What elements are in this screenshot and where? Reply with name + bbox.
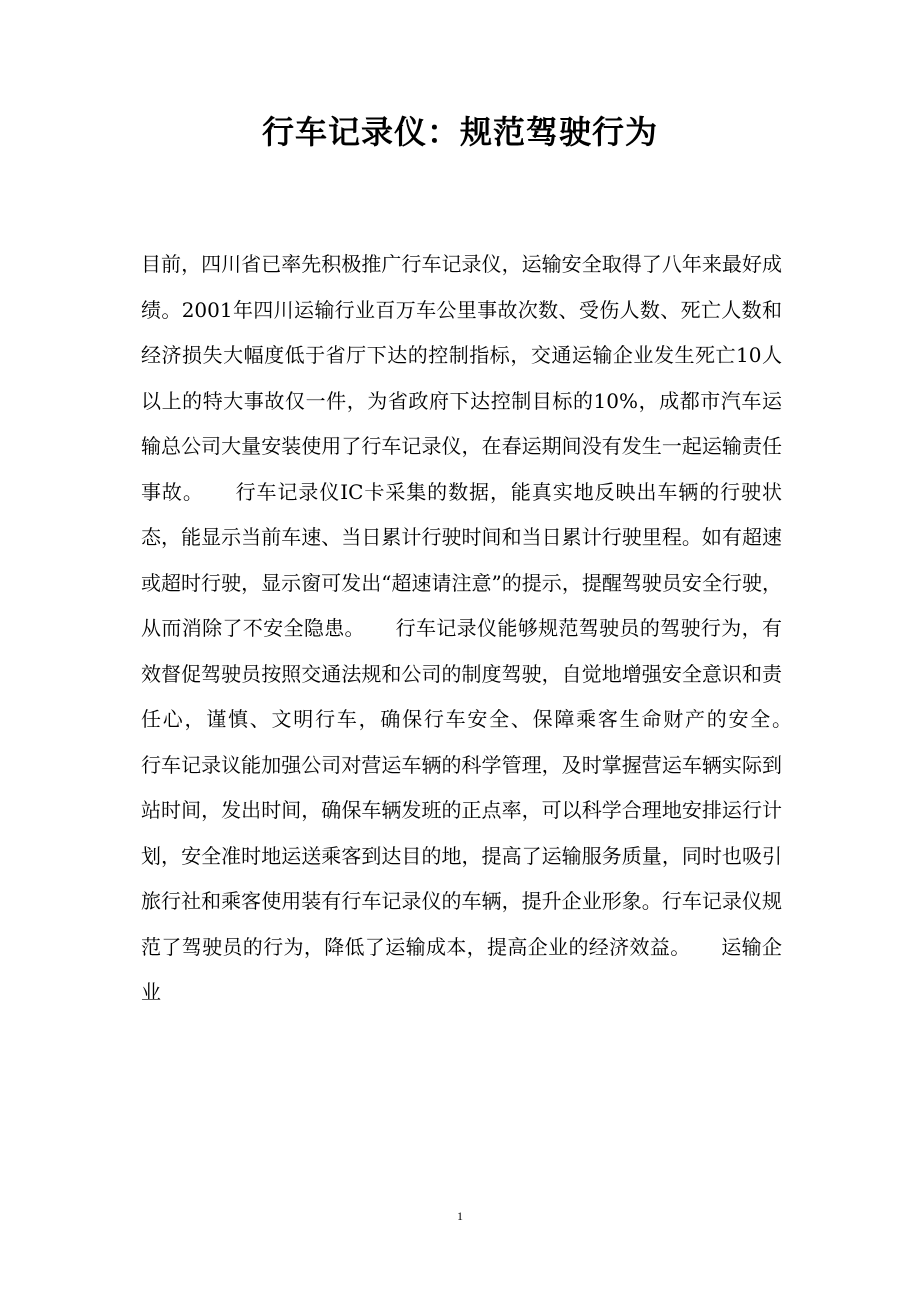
body-paragraph: 目前，四川省已率先积极推广行车记录仪，运输安全取得了八年来最好成绩。2001年四川运输行业百万车公里事故次数、受伤人数、死亡人数和经济损失大幅度低于省厅下达的控制指标，交通运输企业发生死亡10人以上的特大事故仅一件，为省政府下达控制目标的10%，成都市汽车运输总公司大量安装使用了行车记录仪，在春运期间没有发生一起运输责任事故。 行车记录仪IC卡采集的数据，能真实地反映出车辆的行驶状态，能显示当前车速、当日累计行驶时间和当日累计行驶里程。如有超速或超时行驶，显示窗可发出“超速请注意”的提示，提醒驾驶员安全行驶，从而消除了不安全隐患。 行车记录仪能够规范驾驶员的驾驶行为，有效督促驾驶员按照交通法规和公司的制度驾驶，自觉地增强安全意识和责任心，谨慎、文明行车，确保行车安全、保障乘客生命财产的安全。 行车记录议能加强公司对营运车辆的科学管理，及时掌握营运车辆实际到站时间，发出时间，确保车辆发班的正点率，可以科学合理地安排运行计划，安全准时地运送乘客到达目的地，提高了运输服务质量，同时也吸引旅行社和乘客使用装有行车记录仪的车辆，提升企业形象。行车记录仪规范了驾驶员的行为，降低了运输成本，提高企业的经济效益。 运输企业	[141, 252, 822, 1004]
document-title: 行车记录仪：规范驾驶行为	[261, 113, 658, 151]
page-number: 1	[457, 1209, 463, 1223]
